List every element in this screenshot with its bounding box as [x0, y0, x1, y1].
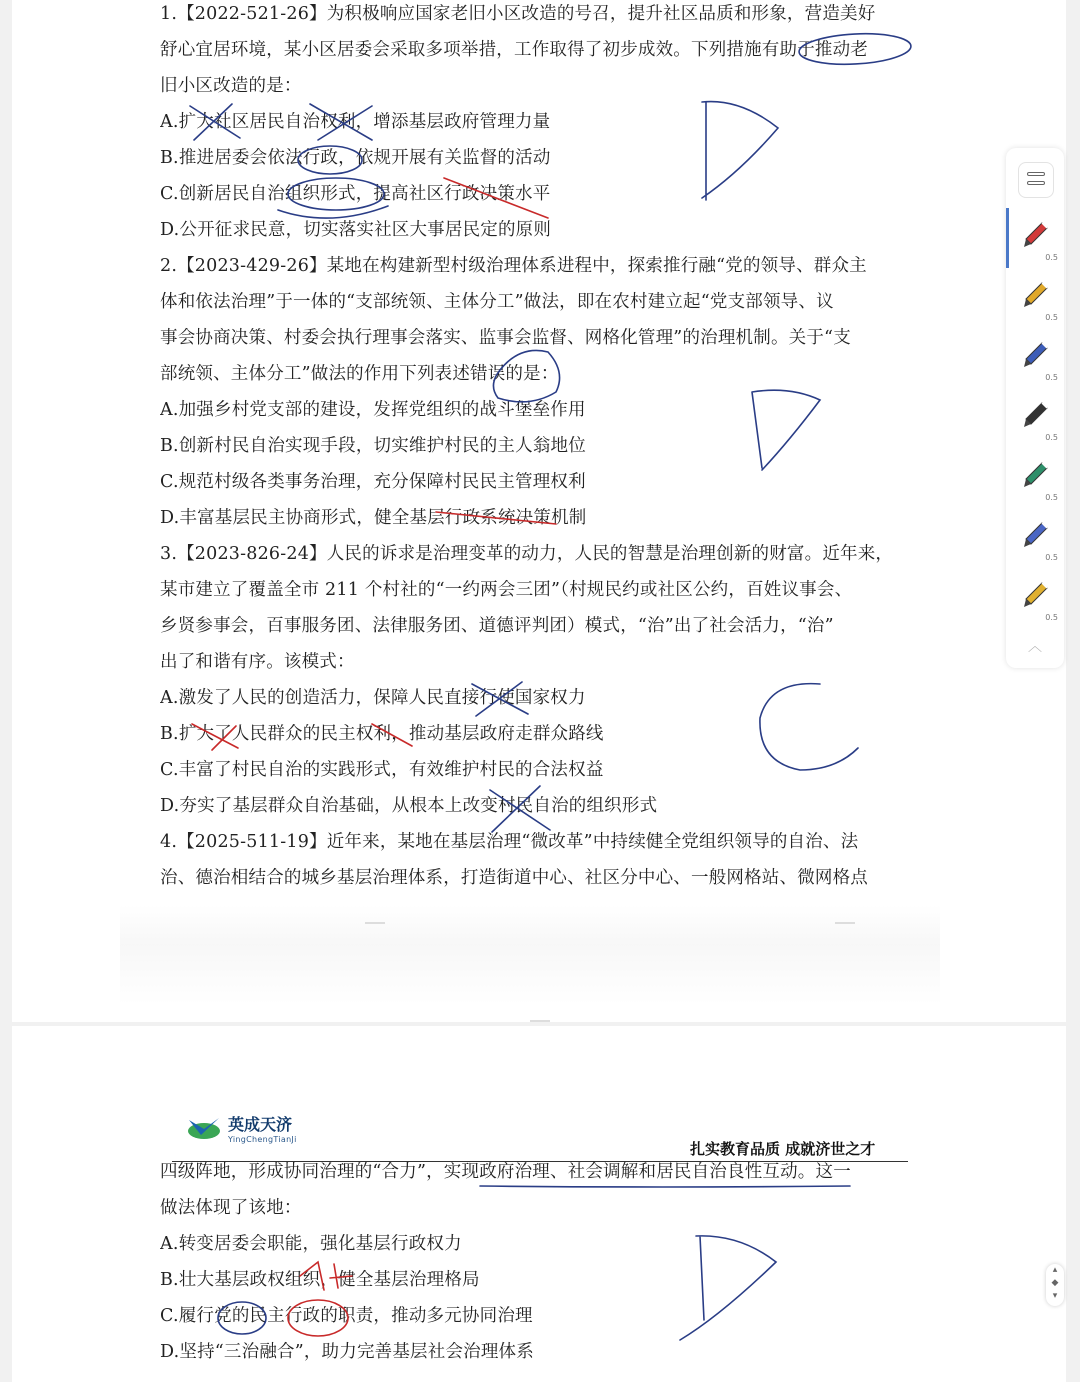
text-line: D.坚持“三治融合”，助力完善基层社会治理体系 — [160, 1342, 534, 1362]
page-break-mark — [835, 922, 855, 924]
text-line: A.加强乡村党支部的建设，发挥党组织的战斗堡垒作用 — [160, 400, 586, 420]
text-line: B.扩大了人民群众的民主权利，推动基层政府走群众路线 — [160, 724, 604, 744]
text-line: D.公开征求民意，切实落实社区大事居民定的原则 — [160, 220, 552, 240]
text-line: B.壮大基层政权组织，健全基层治理格局 — [160, 1270, 480, 1290]
pen-gold-icon — [1020, 580, 1050, 614]
text-line: C.履行党的民主行政的职责，推动多元协同治理 — [160, 1306, 533, 1326]
pen-black-tool[interactable] — [1006, 388, 1064, 448]
toolbar-menu-button[interactable] — [1018, 162, 1054, 198]
text-line: C.创新居民自治组织形式，提高社区行政决策水平 — [160, 184, 551, 204]
pen-red-icon — [1020, 220, 1050, 254]
scroll-handle[interactable]: ▴ ◆ ▾ — [1046, 1264, 1064, 1306]
text-line: 体和依法治理”于一体的“支部统领、主体分工”做法，即在农村建立起“党支部领导、议 — [160, 292, 834, 312]
text-line: 舒心宜居环境，某小区居委会采取多项举措，工作取得了初步成效。下列措施有助于推动老 — [160, 40, 868, 60]
pen-blue-tool[interactable] — [1006, 328, 1064, 388]
text-line: 4.【2025-511-19】近年来，某地在基层治理“微改革”中持续健全党组织领导的自治、法 — [160, 832, 859, 852]
pen-red-tool[interactable] — [1006, 208, 1064, 268]
pen-black-icon — [1020, 400, 1050, 434]
page-break-mark — [530, 1020, 550, 1022]
pen-gold-tool[interactable] — [1006, 568, 1064, 628]
page-fade-band — [120, 905, 940, 1005]
text-line: D.丰富基层民主协商形式，健全基层行政系统决策机制 — [160, 508, 587, 528]
text-line: 1.【2022-521-26】为积极响应国家老旧小区改造的号召，提升社区品质和形象，营造美好 — [160, 4, 876, 24]
collapse-toolbar-button[interactable]: ︿ — [1028, 639, 1042, 655]
text-line: B.推进居委会依法行政，依规开展有关监督的活动 — [160, 148, 551, 168]
pen-indigo-icon — [1020, 520, 1050, 554]
pen-size-label: 0.5 — [1045, 613, 1058, 622]
text-line: 3.【2023-826-24】人民的诉求是治理变革的动力，人民的智慧是治理创新的财富。近年来， — [160, 544, 894, 564]
logo-subtitle: YingChengTianJi — [228, 1135, 297, 1144]
pen-toolbar — [1006, 148, 1064, 668]
text-line: 旧小区改造的是： — [160, 76, 302, 96]
text-line: 事会协商决策、村委会执行理事会落实、监事会监督、网格化管理”的治理机制。关于“支 — [160, 328, 851, 348]
text-line: C.丰富了村民自治的实践形式，有效维护村民的合法权益 — [160, 760, 604, 780]
text-line: C.规范村级各类事务治理，充分保障村民民主管理权利 — [160, 472, 586, 492]
text-line: 乡贤参事会，百事服务团、法律服务团、道德评判团）模式，“治”出了社会活力，“治” — [160, 616, 834, 636]
pen-yellow-icon — [1020, 280, 1050, 314]
question-text-page-2 — [160, 1154, 920, 1370]
text-line: B.创新村民自治实现手段，切实维护村民的主人翁地位 — [160, 436, 586, 456]
text-line: A.转变居委会职能，强化基层行政权力 — [160, 1234, 462, 1254]
pen-green-icon — [1020, 460, 1050, 494]
header-slogan: 扎实教育品质 成就济世之才 — [690, 1140, 876, 1158]
pen-size-label: 0.5 — [1045, 313, 1058, 322]
text-line: 部统领、主体分工”做法的作用下列表述错误的是： — [160, 364, 559, 384]
pen-size-label: 0.5 — [1045, 553, 1058, 562]
text-line: 做法体现了该地： — [160, 1198, 302, 1218]
text-line: 治、德治相结合的城乡基层治理体系，打造街道中心、社区分中心、一般网格站、微网格点 — [160, 868, 868, 888]
text-line: A.激发了人民的创造活力，保障人民直接行使国家权力 — [160, 688, 586, 708]
logo-title: 英成天济 — [228, 1115, 293, 1134]
pen-size-label: 0.5 — [1045, 373, 1058, 382]
text-line: 四级阵地，形成协同治理的“合力”，实现政府治理、社会调解和居民自治良性互动。这一 — [160, 1162, 851, 1182]
text-line: 2.【2023-429-26】某地在构建新型村级治理体系进程中，探索推行融“党的领导、群众主 — [160, 256, 867, 276]
pen-blue-icon — [1020, 340, 1050, 374]
logo-icon — [186, 1114, 222, 1142]
page-break-mark — [365, 922, 385, 924]
text-line: A.扩大社区居民自治权利，增添基层政府管理力量 — [160, 112, 551, 132]
pen-size-label: 0.5 — [1045, 253, 1058, 262]
text-line: 某市建立了覆盖全市 211 个村社的“一约两会三团”（村规民约或社区公约，百姓议事会、 — [160, 580, 853, 600]
pen-size-label: 0.5 — [1045, 493, 1058, 502]
pen-green-tool[interactable] — [1006, 448, 1064, 508]
question-text-page-1 — [160, 0, 920, 896]
logo — [186, 1112, 297, 1144]
pen-size-label: 0.5 — [1045, 433, 1058, 442]
text-line: D.夯实了基层群众自治基础，从根本上改变村民自治的组织形式 — [160, 796, 658, 816]
text-line: 出了和谐有序。该模式： — [160, 652, 355, 672]
pen-yellow-tool[interactable] — [1006, 268, 1064, 328]
pen-indigo-tool[interactable] — [1006, 508, 1064, 568]
